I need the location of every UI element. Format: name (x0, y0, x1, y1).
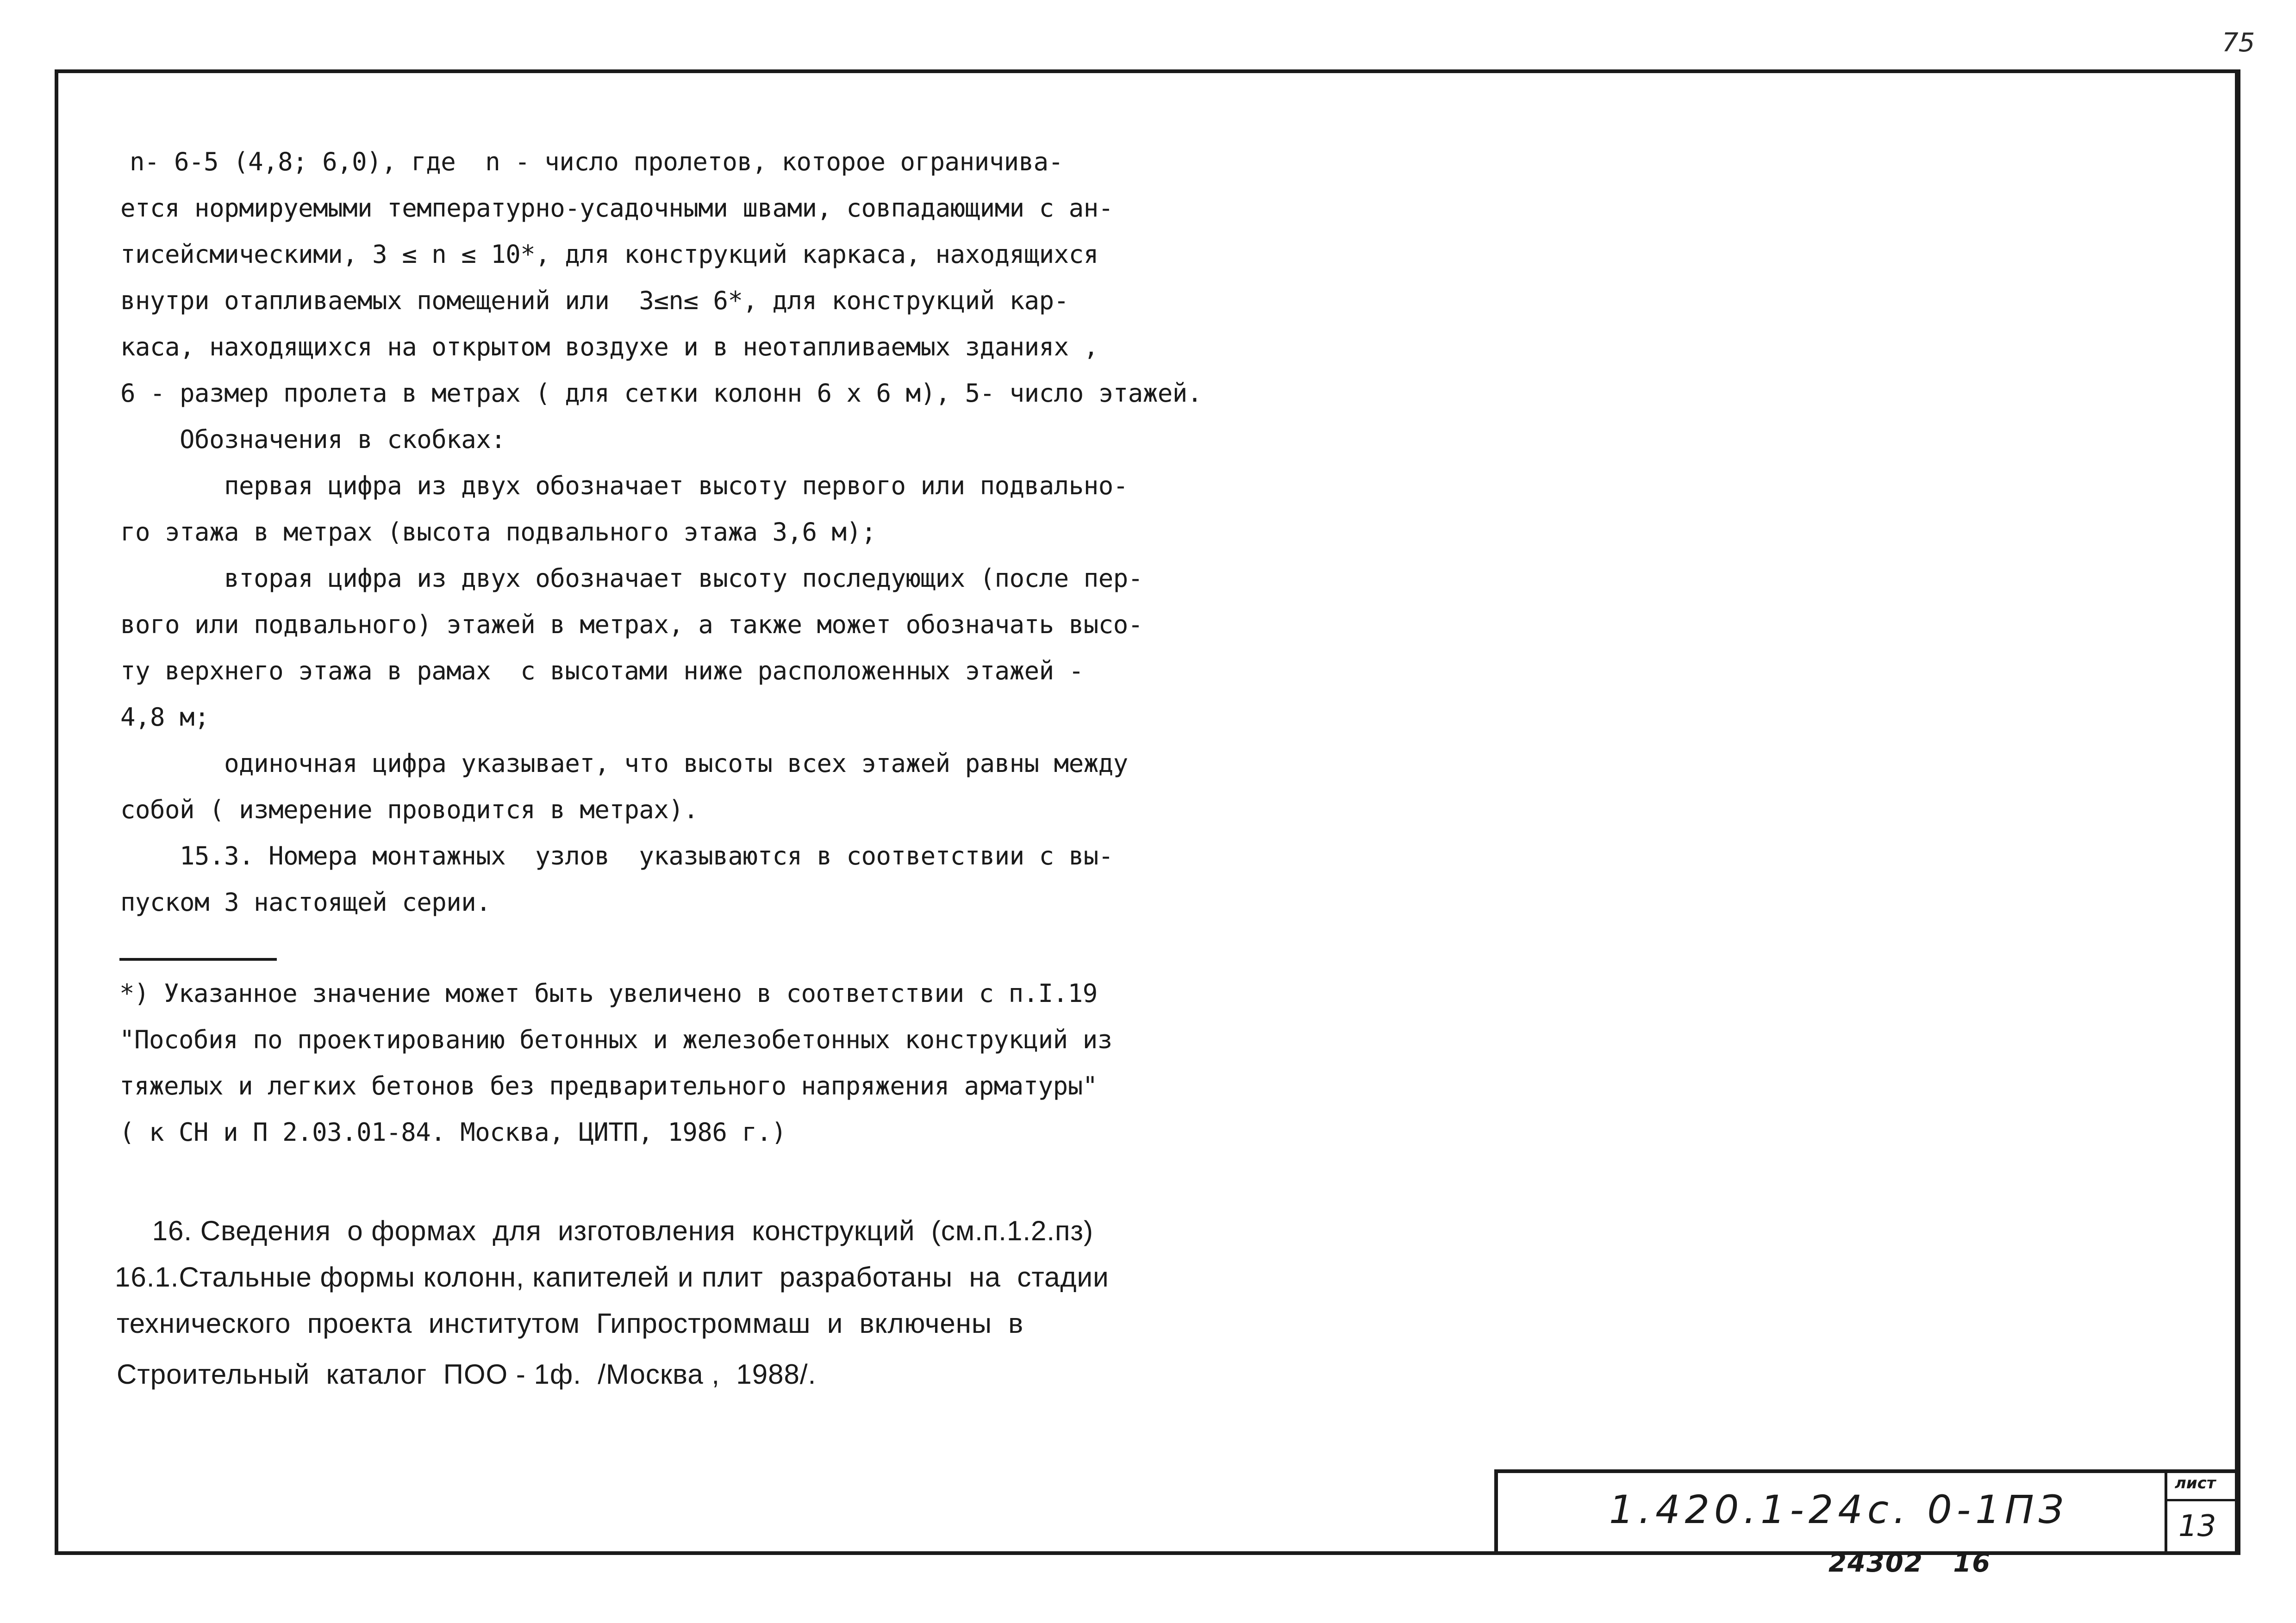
footnote-divider (119, 958, 277, 961)
footnote-line: ( к СН и П 2.03.01-84. Москва, ЦИТП, 1986 г.) (119, 1118, 786, 1147)
corner-page-number: 75 (2222, 28, 2255, 58)
footnote-line: "Пособия по проектированию бетонных и железобетонных конструкций из (119, 1025, 1112, 1054)
title-block (1494, 1469, 2240, 1555)
section-line: технического проекта институтом Гипростроммаш и включены в (117, 1308, 1024, 1339)
text-line: Обозначения в скобках: (120, 425, 506, 454)
text-line: тисейсмическими, 3 ≤ n ≤ 10*, для конструкций каркаса, находящихся (120, 240, 1098, 269)
text-line: пуском 3 настоящей серии. (120, 888, 491, 917)
text-line: вого или подвального) этажей в метрах, а также может обозначать высо- (120, 610, 1143, 639)
sheet-label: лист (2175, 1474, 2216, 1492)
section-line: 16. Сведения о формах для изготовления конструкций (см.п.1.2.пз) (119, 1215, 1094, 1246)
text-line: 6 - размер пролета в метрах ( для сетки колонн 6 х 6 м), 5- число этажей. (120, 379, 1202, 408)
text-line: ту верхнего этажа в рамах с высотами ниже расположенных этажей - (120, 656, 1084, 685)
sheet-number: 13 (2178, 1509, 2216, 1543)
document-code: 1.420.1-24с. 0-1ПЗ (1609, 1487, 2068, 1532)
section-line: 16.1.Стальные формы колонн, капителей и плит разработаны на стадии (115, 1262, 1109, 1293)
title-block-divider (2165, 1499, 2240, 1501)
title-block-divider (2165, 1473, 2167, 1555)
text-line: го этажа в метрах (высота подвального этажа 3,6 м); (120, 517, 876, 547)
text-line: n- 6-5 (4,8; 6,0), где n - число пролетов, которое ограничива- (130, 147, 1063, 176)
text-line: 15.3. Номера монтажных узлов указываются в соответствии с вы- (120, 841, 1113, 871)
text-line: вторая цифра из двух обозначает высоту последующих (после пер- (120, 564, 1143, 593)
text-line: одиночная цифра указывает, что высоты всех этажей равны между (120, 749, 1128, 778)
footnote-line: тяжелых и легких бетонов без предварительного напряжения арматуры" (119, 1071, 1098, 1101)
text-line: собой ( измерение проводится в метрах). (120, 795, 699, 824)
text-line: каса, находящихся на открытом воздухе и в неотапливаемых зданиях , (120, 332, 1098, 361)
footnote-line: *) Указанное значение может быть увеличено в соответствии с п.I.19 (119, 979, 1098, 1008)
text-line: первая цифра из двух обозначает высоту первого или подвально- (120, 471, 1128, 500)
text-line: 4,8 м; (120, 703, 210, 732)
text-line: внутри отапливаемых помещений или 3≤n≤ 6*, для конструкций кар- (120, 286, 1069, 315)
text-line: ется нормируемыми температурно-усадочными швами, совпадающими с ан- (120, 193, 1113, 223)
section-line: Строительный каталог ПОО - 1ф. /Москва , 1988/. (117, 1359, 817, 1390)
inventory-number: 24302 16 (1828, 1548, 1991, 1578)
